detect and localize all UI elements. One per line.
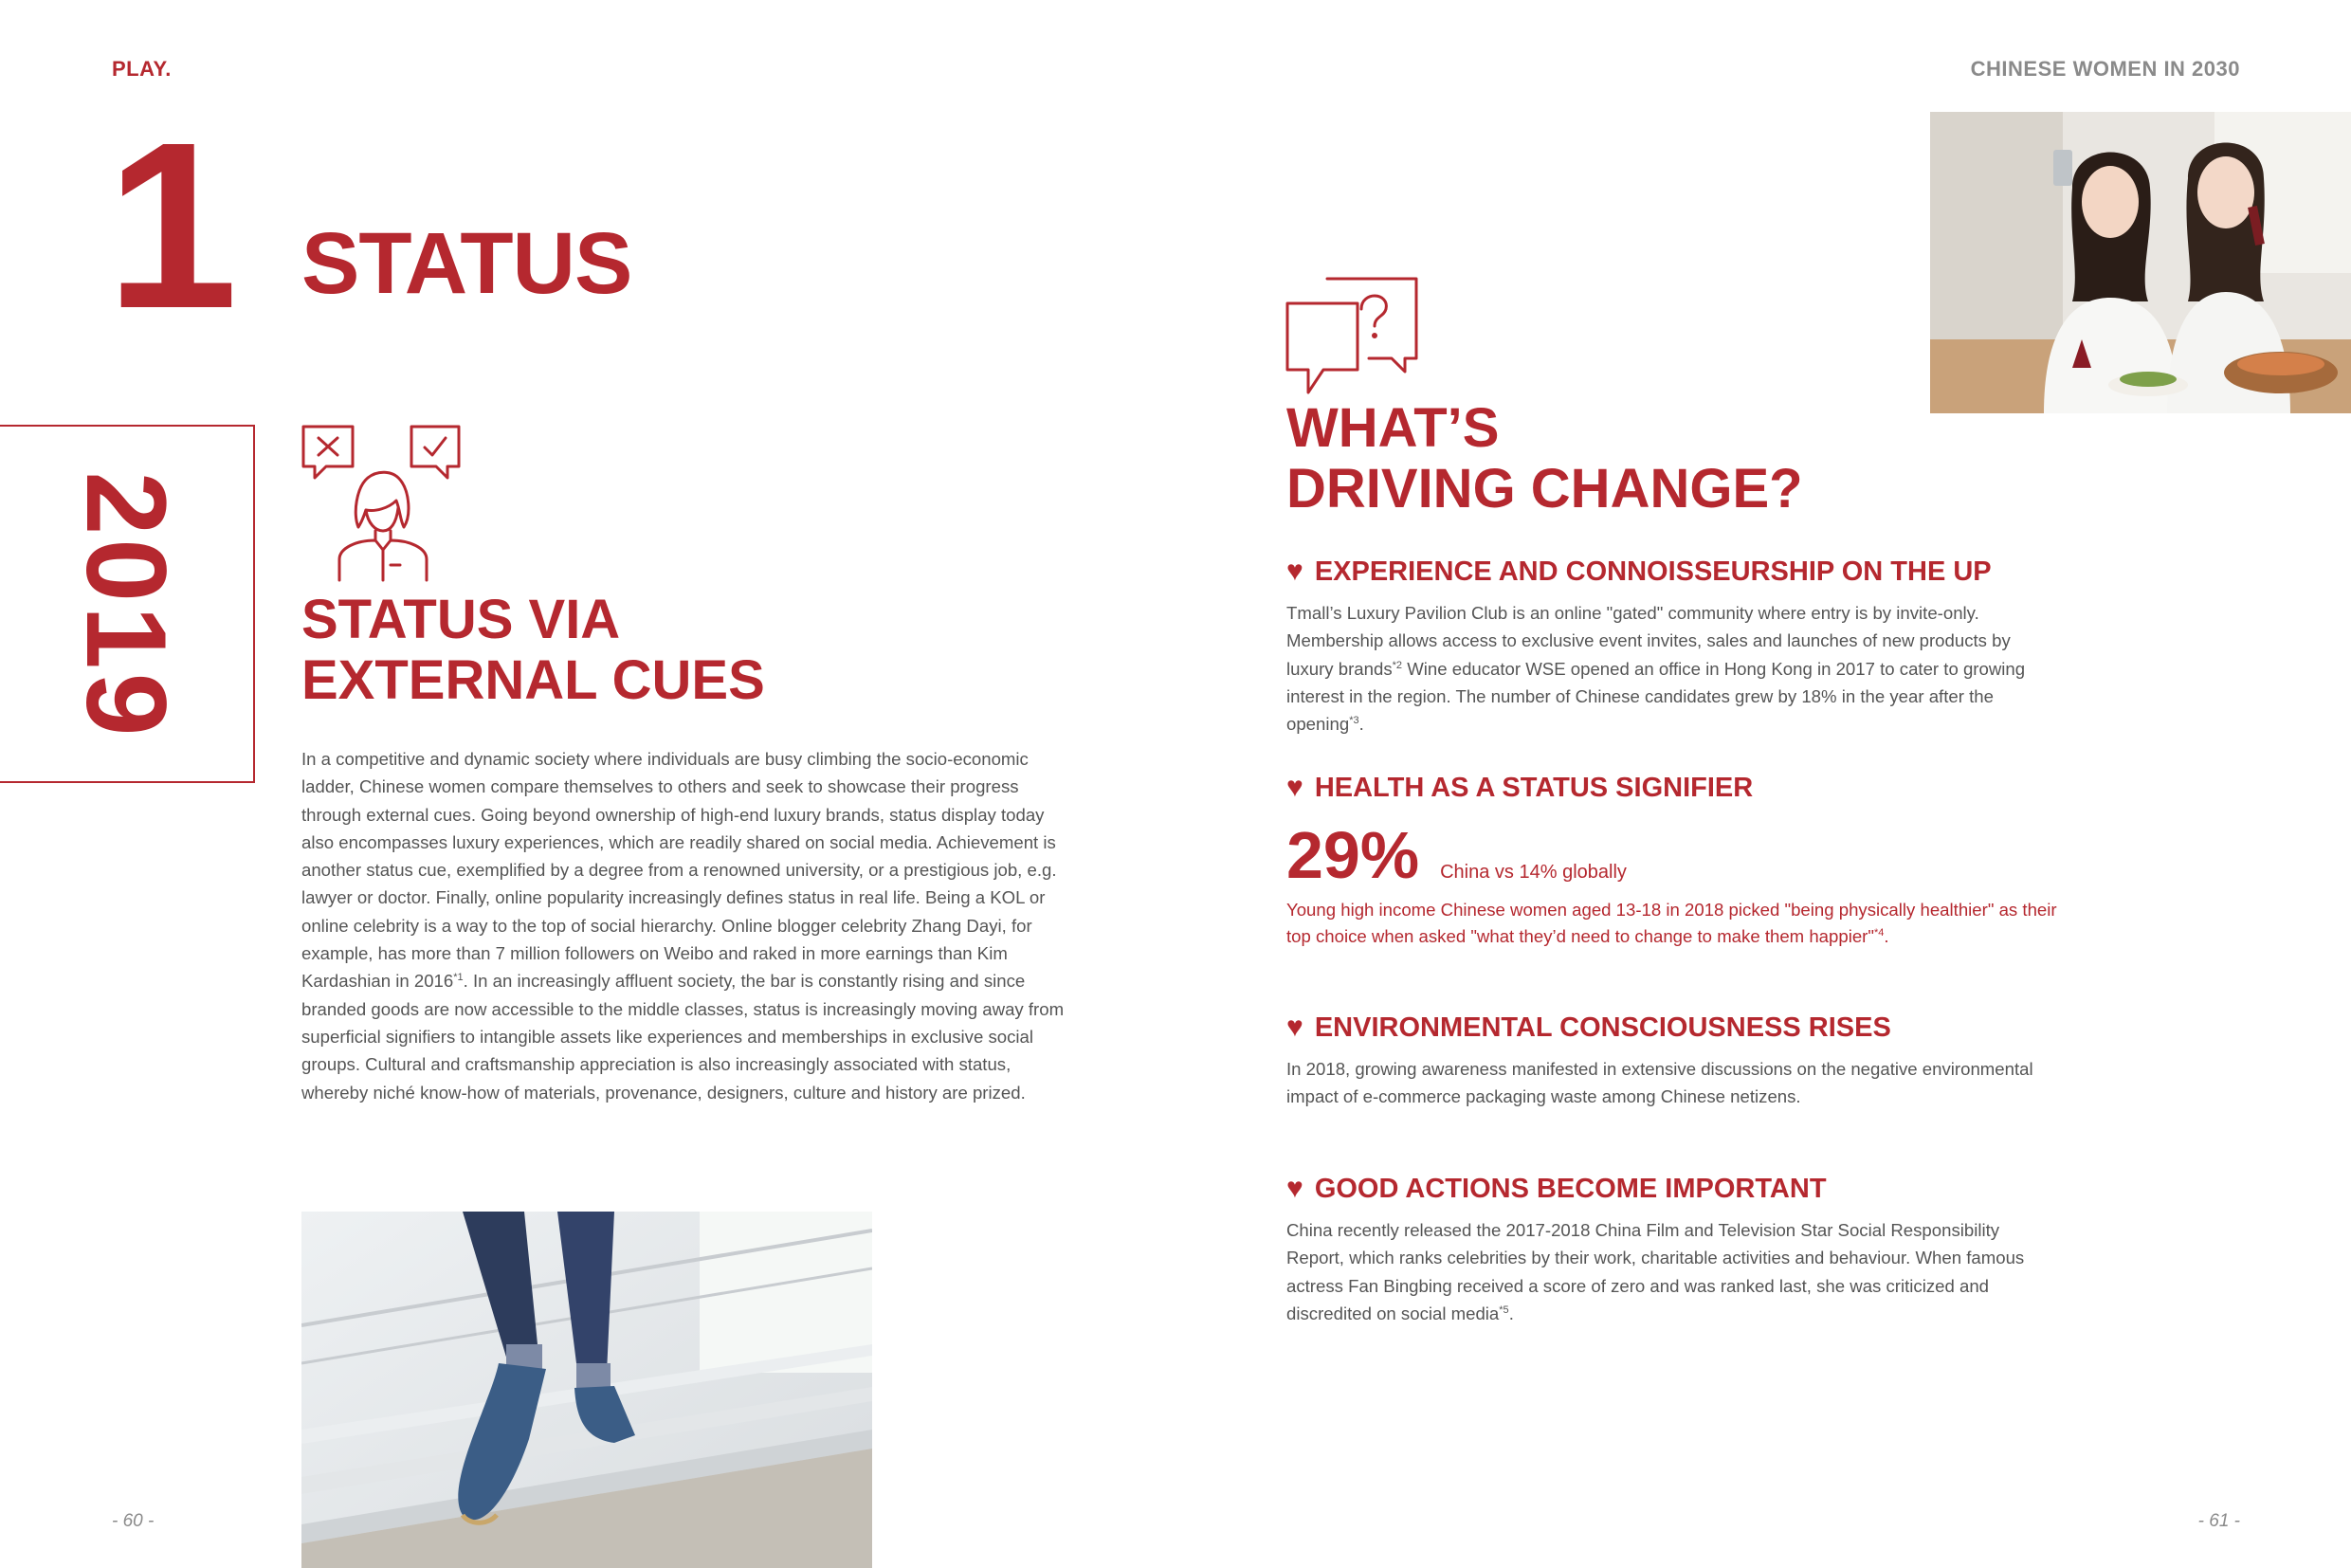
footnote-ref-3: *3 <box>1349 715 1359 726</box>
section-number: 1 <box>106 93 233 357</box>
factor-title-health <box>1286 772 1753 804</box>
factor-text-part-1: China recently released the 2017-2018 China Film and Television Star Social Responsibility Report, which ranks celebrities by their work, charitable activities and behaviour. When famous actress Fan Bingbing received a score of zero and was ranked last, she was criticized and discredited on social media <box>1286 1220 2025 1323</box>
factor-text-experience <box>1286 599 2054 738</box>
footnote-ref-5: *5 <box>1499 1304 1509 1316</box>
left-heading-line-2: EXTERNAL CUES <box>301 649 765 711</box>
health-stat <box>1286 817 1627 893</box>
factor-text-part-2: . <box>1884 925 1889 946</box>
section-title: STATUS <box>301 215 632 312</box>
right-heading-line-1: WHAT’S <box>1286 397 1500 459</box>
women-selfie-photo <box>1930 112 2351 413</box>
factor-text-health <box>1286 897 2064 949</box>
year-box <box>0 425 255 783</box>
page-number-right: - 61 - <box>2197 1511 2240 1531</box>
factor-title-text: HEALTH AS A STATUS SIGNIFIER <box>1314 773 1754 803</box>
factor-text-environment <box>1286 1055 2054 1111</box>
speech-bubbles-question-icon <box>1285 277 1420 394</box>
footnote-ref-2: *2 <box>1392 659 1403 671</box>
header-publication-title: CHINESE WOMEN IN 2030 <box>1970 57 2240 81</box>
woman-opinion-icon <box>301 425 463 582</box>
year-label: 2019 <box>63 471 190 740</box>
right-heading <box>1286 398 1803 520</box>
heart-icon: ♥ <box>1286 1012 1303 1043</box>
heart-icon: ♥ <box>1286 1173 1303 1204</box>
factor-title-text: GOOD ACTIONS BECOME IMPORTANT <box>1314 1174 1827 1204</box>
footnote-ref-4: *4 <box>1873 926 1885 939</box>
stat-value: 29% <box>1286 818 1420 892</box>
factor-title-good-actions <box>1286 1173 1827 1205</box>
page-number-left: - 60 - <box>112 1511 155 1531</box>
factor-text-part-1: In 2018, growing awareness manifested in extensive discussions on the negative environmental impact of e-commerce packaging waste among Chinese netizens. <box>1286 1059 2033 1107</box>
right-heading-line-2: DRIVING CHANGE? <box>1286 458 1803 520</box>
factor-text-good-actions <box>1286 1216 2054 1327</box>
factor-title-text: EXPERIENCE AND CONNOISSEURSHIP ON THE UP <box>1314 556 1992 587</box>
stat-label: China vs 14% globally <box>1440 862 1627 883</box>
left-body-text <box>301 745 1069 1106</box>
left-body-part-2: . In an increasingly affluent society, the bar is constantly rising and since branded goods are now accessible to the middle classes, status is increasingly moving away from superficial signifiers to intangible assets like experiences and memberships in exclusive social groups. Cultural and craftsmanship appreciation is also increasingly associated with status, whereby niché know-how of materials, provenance, designers, culture and history are prized. <box>301 971 1065 1103</box>
factor-text-part-1: Young high income Chinese women aged 13-18 in 2018 picked "being physically healthier" as their top choice when asked "what they’d need to change to make them happier" <box>1286 900 2057 946</box>
left-heading <box>301 590 765 711</box>
factor-text-part-3: . <box>1358 714 1364 735</box>
heart-icon: ♥ <box>1286 556 1303 587</box>
header-section-label: PLAY. <box>112 57 172 81</box>
factor-text-part-2: . <box>1508 1303 1514 1323</box>
left-body-part-1: In a competitive and dynamic society where individuals are busy climbing the socio-economic ladder, Chinese women compare themselves to others and seek to showcase their progress through external cues. Going beyond ownership of high-end luxury brands, status display today also encompasses luxury experiences, which are readily shared on social media. Achievement is another status cue, exemplified by a degree from a renowned university, or a prestigious job, e.g. lawyer or doctor. Finally, online popularity increasingly defines status in real life. Being a KOL or online celebrity is a way to the top of social hierarchy. Online blogger celebrity Zhang Dayi, for example, has more than 7 million followers on Weibo and raked in more earnings than Kim Kardashian in 2016 <box>301 749 1057 992</box>
heart-icon: ♥ <box>1286 772 1303 803</box>
factor-title-environment <box>1286 1012 1891 1044</box>
footnote-ref-1: *1 <box>453 972 464 984</box>
factor-title-experience <box>1286 556 1992 588</box>
left-heading-line-1: STATUS VIA <box>301 589 621 650</box>
factor-text-part-2: Wine educator WSE opened an office in Hong Kong in 2017 to cater to growing interest in the region. The number of Chinese candidates grew by 18% in the year after the opening <box>1286 658 2026 735</box>
stairs-photo <box>301 1212 872 1568</box>
factor-title-text: ENVIRONMENTAL CONSCIOUSNESS RISES <box>1314 1012 1891 1043</box>
factor-text-part-1: Tmall’s Luxury Pavilion Club is an online "gated" community where entry is by invite-only. Membership allows access to exclusive event invites, sales and launches of new products by luxury brands <box>1286 603 2011 679</box>
